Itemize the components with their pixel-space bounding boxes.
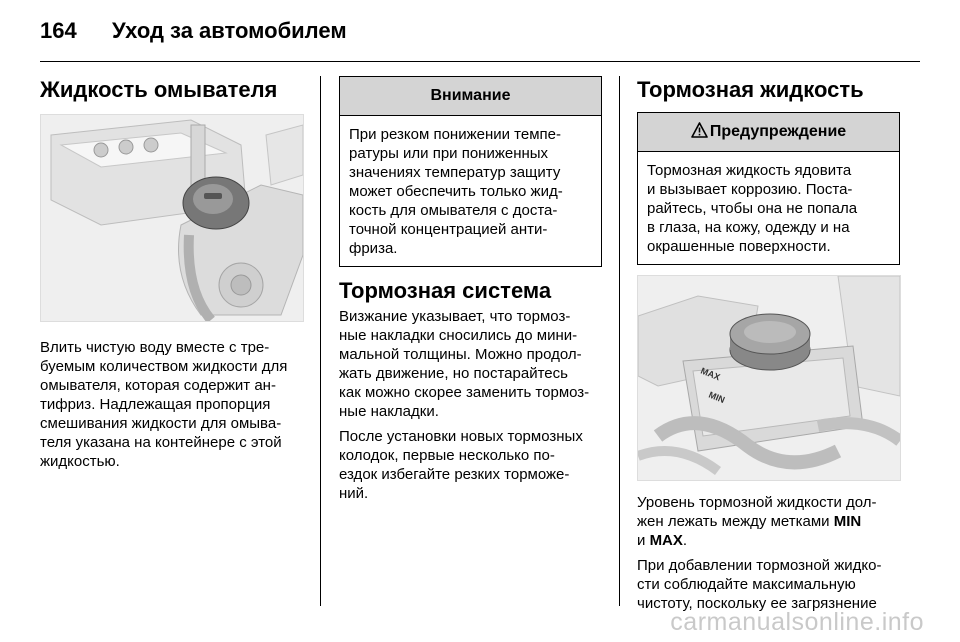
- text-line: [637, 531, 900, 550]
- text-line: теля указана на контейнере с этой: [40, 434, 282, 451]
- text-line: ний.: [339, 485, 369, 502]
- text-line: смешивания жидкости для омыва-: [40, 415, 282, 432]
- warning-title: Предупреждение: [709, 123, 847, 140]
- text-line: жидкостью.: [40, 453, 120, 470]
- text-line: точной концентрацией анти-: [349, 221, 548, 238]
- text-line: фриза.: [349, 240, 398, 257]
- text-line: тифриз. Надлежащая пропорция: [40, 396, 271, 413]
- text-line: может обеспечить только жид-: [349, 183, 563, 200]
- text-line: При резком понижении темпе-: [349, 126, 561, 143]
- washer-reservoir-figure: [40, 114, 304, 322]
- washer-fluid-heading: Жидкость омывателя: [40, 77, 278, 102]
- washer-reservoir-illustration: [41, 115, 303, 321]
- text-fragment: и: [637, 532, 646, 549]
- brake-fluid-heading: Тормозная жидкость: [637, 77, 864, 102]
- column-washer-fluid: [40, 76, 304, 471]
- column-brake-fluid: [637, 76, 900, 613]
- text-line: ные накладки сносились до мини-: [339, 327, 578, 344]
- brake-system-heading: Тормозная система: [339, 278, 552, 303]
- column-divider-2: [619, 76, 620, 606]
- page-number: 164: [40, 18, 77, 43]
- warning-box: [637, 112, 900, 265]
- brake-system-paragraph-1: [339, 307, 602, 421]
- warning-triangle-icon: [691, 115, 708, 153]
- max-mark-label: MAX: [699, 365, 722, 383]
- text-line: Визжание указывает, что тормоз-: [339, 308, 571, 325]
- notice-title: Внимание: [340, 77, 601, 116]
- text-line: После установки новых тормозных: [339, 428, 583, 445]
- text-line: в глаза, на кожу, одежду и на: [647, 219, 850, 236]
- text-line: Тормозная жидкость ядовита: [647, 162, 852, 179]
- brake-fluid-reservoir-illustration: [638, 276, 900, 480]
- text-line: ратуры или при пониженных: [349, 145, 549, 162]
- header-rule: [40, 61, 920, 62]
- text-line: кость для омывателя с доста-: [349, 202, 558, 219]
- brake-system-paragraph-2: [339, 427, 602, 503]
- text-line: буемым количеством жидкости для: [40, 358, 288, 375]
- warning-body: [638, 152, 899, 264]
- text-line: окрашенные поверхности.: [647, 238, 831, 255]
- column-divider-1: [320, 76, 321, 606]
- notice-body: [340, 116, 601, 266]
- text-line: и вызывает коррозию. Поста-: [647, 181, 853, 198]
- text-line: жать движение, но постарайтесь: [339, 365, 568, 382]
- washer-fluid-paragraph: [40, 338, 304, 471]
- column-brake-system: [339, 76, 602, 503]
- max-label: MAX: [649, 532, 683, 549]
- brake-fluid-paragraph-2: [637, 556, 900, 613]
- text-line: значениях температур защиту: [349, 164, 561, 181]
- text-fragment: .: [682, 532, 688, 549]
- page-title: Уход за автомобилем: [112, 18, 347, 43]
- text-line: чистоту, поскольку ее загрязнение: [637, 595, 877, 612]
- text-line: мальной толщины. Можно продол-: [339, 346, 582, 363]
- text-line: сти соблюдайте максимальную: [637, 576, 856, 593]
- text-fragment: жен лежать между метками: [637, 513, 830, 530]
- warning-header: [638, 113, 899, 152]
- text-line: Уровень тормозной жидкости дол-: [637, 494, 877, 511]
- brake-fluid-level-paragraph: [637, 493, 900, 550]
- text-line: Влить чистую воду вместе с тре-: [40, 339, 270, 356]
- notice-box: [339, 76, 602, 267]
- text-line: райтесь, чтобы она не попала: [647, 200, 858, 217]
- min-label: MIN: [833, 513, 862, 530]
- text-line: [637, 512, 900, 531]
- text-line: как можно скорее заменить тормоз-: [339, 384, 590, 401]
- text-line: колодок, первые несколько по-: [339, 447, 555, 464]
- text-line: При добавлении тормозной жидко-: [637, 557, 882, 574]
- text-line: ные накладки.: [339, 403, 439, 420]
- min-mark-label: MIN: [707, 389, 727, 406]
- text-line: ездок избегайте резких торможе-: [339, 466, 570, 483]
- text-line: омывателя, которая содержит ан-: [40, 377, 276, 394]
- watermark: carmanualsonline.info: [670, 608, 924, 636]
- brake-fluid-reservoir-figure: [637, 275, 901, 481]
